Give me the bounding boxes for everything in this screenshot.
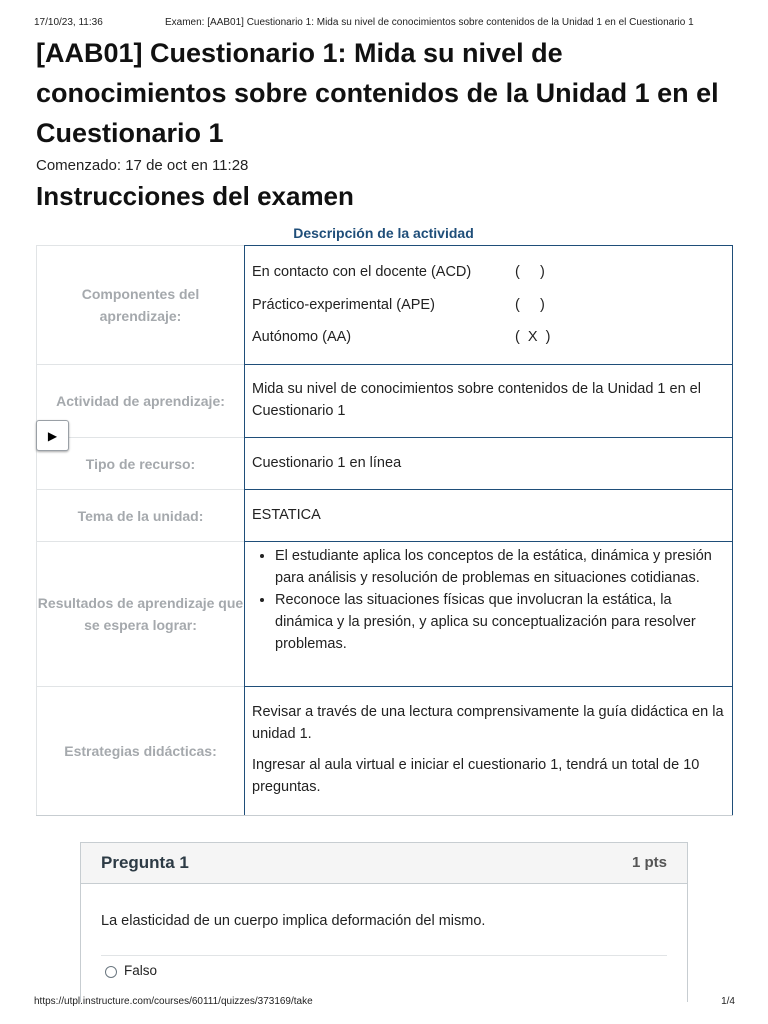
row-label: Tipo de recurso: bbox=[36, 437, 244, 490]
activity-text: Mida su nivel de conocimientos sobre contenidos de la Unidad 1 en el Cuestionario 1 bbox=[252, 381, 701, 419]
row-actividad bbox=[36, 364, 733, 438]
list-item: • Reconoce las situaciones físicas que involucran la estática, la dinámica y la presión, y aplica su conceptualización para resolver problemas. bbox=[275, 589, 726, 655]
row-label: Tema de la unidad: bbox=[36, 489, 244, 542]
row-value bbox=[244, 437, 733, 490]
strategy-paragraph: Ingresar al aula virtual e iniciar el cuestionario 1, tendrá un total de 10 preguntas. bbox=[252, 757, 700, 795]
instructions-heading: Instrucciones del examen bbox=[36, 181, 354, 211]
row-label: Actividad de aprendizaje: bbox=[36, 364, 244, 438]
row-resultados bbox=[36, 541, 733, 687]
question-header bbox=[81, 843, 687, 884]
row-value bbox=[244, 245, 733, 365]
print-timestamp: 17/10/23, 11:36 bbox=[34, 17, 103, 28]
row-value bbox=[244, 686, 733, 816]
answer-label: Falso bbox=[124, 963, 158, 978]
question-title: Pregunta 1 bbox=[101, 853, 189, 872]
row-label: Resultados de aprendizaje que se espera lograr: bbox=[36, 541, 244, 687]
row-value bbox=[244, 364, 733, 438]
row-label: Componentes del aprendizaje: bbox=[36, 245, 244, 365]
component-name: Práctico-experimental (APE) bbox=[252, 297, 435, 313]
row-tipo bbox=[36, 437, 733, 490]
answer-option-falso[interactable] bbox=[105, 963, 157, 978]
list-item: • El estudiante aplica los conceptos de la estática, dinámica y presión para análisis y resolución de problemas en situaciones cotidianas. bbox=[275, 545, 726, 589]
component-name: Autónomo (AA) bbox=[252, 329, 352, 345]
quiz-started-time: Comenzado: 17 de oct en 11:28 bbox=[36, 157, 249, 174]
component-mark: ( X ) bbox=[515, 329, 551, 345]
unit-topic-text: ESTATICA bbox=[252, 507, 321, 523]
learning-outcomes-list bbox=[245, 545, 726, 655]
strategy-paragraph: Revisar a través de una lectura comprensivamente la guía didáctica en la unidad 1. bbox=[252, 704, 724, 742]
question-card bbox=[80, 842, 688, 1002]
component-mark: ( ) bbox=[515, 297, 545, 313]
answer-divider bbox=[101, 955, 667, 956]
question-points: 1 pts bbox=[631, 854, 667, 871]
row-estrategias bbox=[36, 686, 733, 816]
quiz-title: [AAB01] Cuestionario 1: Mida su nivel de conocimientos sobre contenidos de la Unidad 1 en el Cuestionario 1 bbox=[36, 38, 719, 148]
activity-description-caption: Descripción de la actividad bbox=[293, 225, 474, 241]
print-page-number: 1/4 bbox=[721, 996, 735, 1007]
component-name: En contacto con el docente (ACD) bbox=[252, 264, 472, 280]
question-text: La elasticidad de un cuerpo implica deformación del mismo. bbox=[101, 913, 486, 929]
print-doc-title: Examen: [AAB01] Cuestionario 1: Mida su nivel de conocimientos sobre contenidos de la Unidad 1 en el Cuestionario 1 bbox=[165, 17, 694, 28]
divider bbox=[36, 815, 733, 816]
play-icon: ▶ bbox=[47, 428, 58, 443]
radio-button[interactable] bbox=[105, 966, 117, 978]
component-mark: ( ) bbox=[515, 264, 545, 280]
row-tema bbox=[36, 489, 733, 542]
resource-type-text: Cuestionario 1 en línea bbox=[252, 455, 402, 471]
row-label: Estrategias didácticas: bbox=[36, 686, 244, 816]
row-value bbox=[244, 541, 733, 687]
play-button[interactable] bbox=[36, 420, 69, 451]
component-item bbox=[252, 294, 545, 316]
row-value bbox=[244, 489, 733, 542]
component-item bbox=[252, 261, 545, 283]
print-footer bbox=[0, 990, 768, 1020]
print-url: https://utpl.instructure.com/courses/60111/quizzes/373169/take bbox=[34, 996, 313, 1007]
component-item bbox=[252, 326, 551, 348]
row-componentes bbox=[36, 245, 733, 365]
